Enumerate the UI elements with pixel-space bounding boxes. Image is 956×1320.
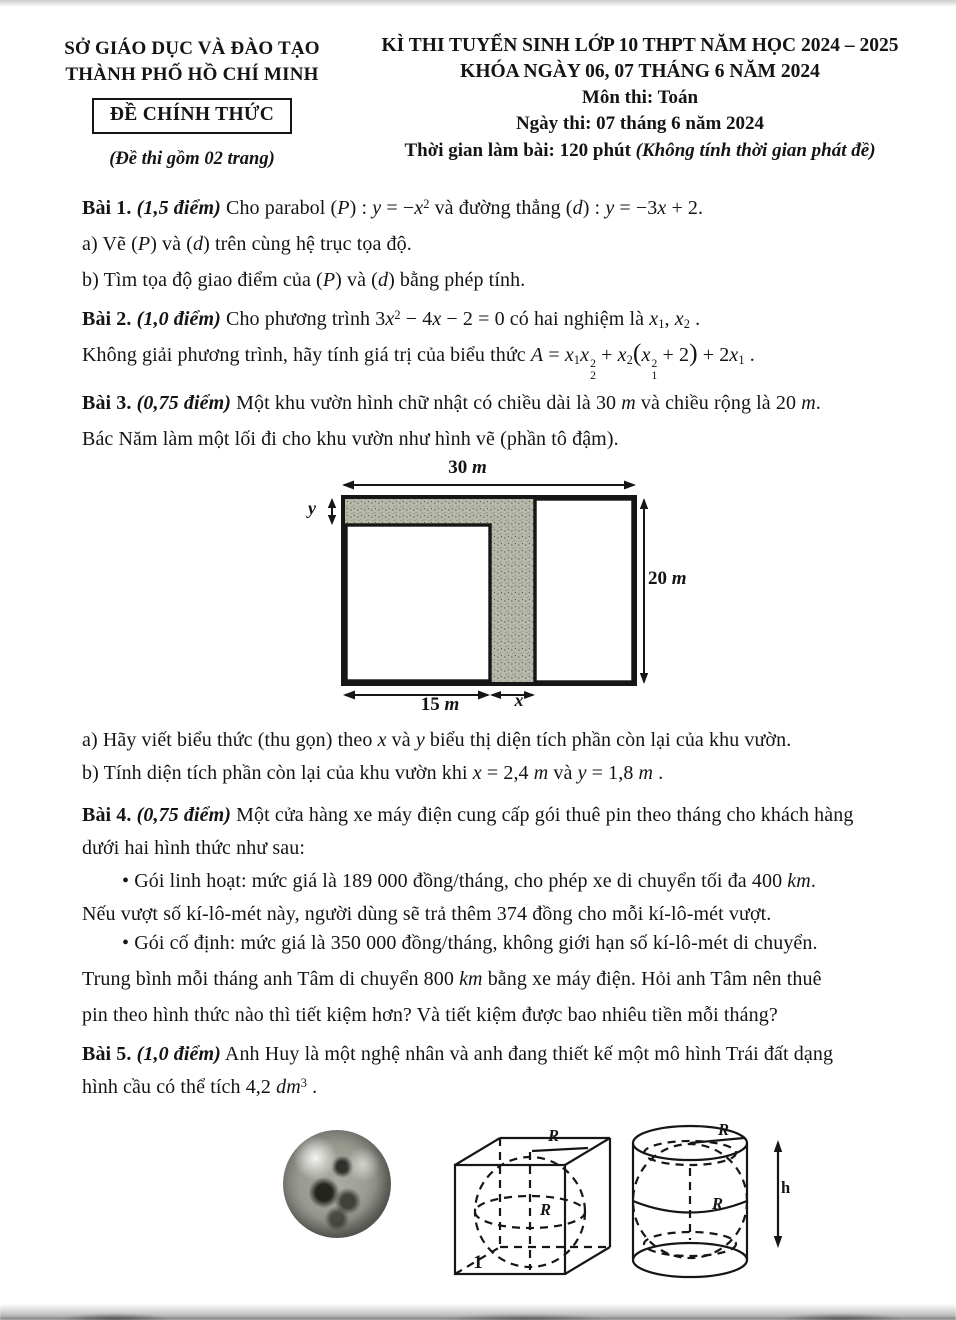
exam-subject: Môn thi: Toán xyxy=(581,87,699,108)
pages-note: (Đề thi gồm 02 trang) xyxy=(109,149,275,169)
cylinder-center-radius-label: R xyxy=(712,1194,724,1214)
line-problem1-b: b) Tìm tọa độ giao điểm của (P) và (d) bằng phép tính. xyxy=(82,269,526,291)
line-problem3-b: b) Tính diện tích phần còn lại của khu vườn khi x = 2,4 m và y = 1,8 m . xyxy=(82,762,664,785)
line-problem5-cont: hình cầu có thể tích 4,2 $dm^3$ . xyxy=(82,1076,318,1099)
line-problem3-a: a) Hãy viết biểu thức (thu gọn) theo x và y biểu thị diện tích phần còn lại của khu vườn. xyxy=(82,729,792,752)
exam-title: KÌ THI TUYỂN SINH LỚP 10 THPT NĂM HỌC 2024 – 2025 xyxy=(381,35,899,56)
dimension-label-15m: 15 m xyxy=(420,694,460,716)
scan-artifact-bottom xyxy=(0,1304,956,1320)
issuing-org-line2: THÀNH PHỐ HỒ CHÍ MINH xyxy=(65,64,319,85)
header-left-block xyxy=(44,36,340,170)
line-problem4-flex-cont: Nếu vượt số kí-lô-mét này, người dùng sẽ trả thêm 374 đồng cho mỗi kí-lô-mét vượt. xyxy=(82,903,772,926)
issuing-org-line1: SỞ GIÁO DỤC VÀ ĐÀO TẠO xyxy=(64,38,320,59)
line-problem4-option-flex: • Gói linh hoạt: mức giá là 189 000 đồng/tháng, cho phép xe di chuyển tối đa 400 km. xyxy=(122,870,816,893)
line-problem1-title: Bài 1. (1,5 điểm) Cho parabol (P) : $y = -x^2$ và đường thẳng (d) : y = −3x + 2. xyxy=(82,196,704,219)
line-problem4-question1: Trung bình mỗi tháng anh Tâm di chuyển 800 km bằng xe máy điện. Hỏi anh Tâm nên thuê xyxy=(82,968,822,991)
line-problem3-cont: Bác Năm làm một lối đi cho khu vườn như hình vẽ (phần tô đậm). xyxy=(82,428,619,451)
line-problem1-a: a) Vẽ (P) và (d) trên cùng hệ trục tọa độ. xyxy=(82,233,412,255)
line-problem2-title: Bài 2. (1,0 điểm) Cho phương trình $3x^2 - 4x - 2 = 0$ có hai nghiệm là $x_1$, $x_2$ . xyxy=(82,307,701,332)
garden-left-plot xyxy=(346,525,490,681)
header-right-block xyxy=(352,33,928,164)
exam-duration: Thời gian làm bài: 120 phút (Không tính thời gian phát đề) xyxy=(404,140,876,161)
page-number: 1 xyxy=(473,1252,483,1273)
dimension-label-y: y xyxy=(308,498,316,519)
garden-right-plot xyxy=(535,499,633,682)
garden-figure xyxy=(300,458,740,720)
cube-center-radius-label: R xyxy=(540,1200,552,1220)
exam-date: Ngày thi: 07 tháng 6 năm 2024 xyxy=(515,113,765,134)
cylinder-top-radius-label: R xyxy=(718,1120,730,1140)
earth-model-image xyxy=(283,1130,391,1238)
line-problem2-cont: Không giải phương trình, hãy tính giá trị của biểu thức $A = x_1x$ 2 2 + $x_2(x$ 2 1 + $2) + 2x_1$ . xyxy=(82,338,755,382)
line-problem4-cont: dưới hai hình thức như sau: xyxy=(82,837,305,860)
line-problem4-title: Bài 4. (0,75 điểm) Một cửa hàng xe máy điện cung cấp gói thuê pin theo tháng cho khách hàng xyxy=(82,804,854,827)
line-problem4-option-fixed: • Gói cố định: mức giá là 350 000 đồng/tháng, không giới hạn số kí-lô-mét di chuyển. xyxy=(122,932,818,955)
garden-shapes xyxy=(343,497,635,684)
dimension-label-30m: 30 m xyxy=(448,457,487,479)
dimension-label-x: x xyxy=(514,690,524,711)
dimension-label-20m: 20 m xyxy=(648,568,687,590)
line-problem5-title: Bài 5. (1,0 điểm) Anh Huy là một nghệ nhân và anh đang thiết kế một mô hình Trái đất dạng xyxy=(82,1043,834,1066)
official-exam-box: ĐỀ CHÍNH THỨC xyxy=(92,98,292,134)
cube-top-radius-label: R xyxy=(548,1126,560,1146)
line-problem4-question2: pin theo hình thức nào thì tiết kiệm hơn? Và tiết kiệm được bao nhiêu tiền mỗi tháng? xyxy=(82,1004,778,1027)
cylinder-height-label: h xyxy=(781,1178,791,1198)
exam-session: KHÓA NGÀY 06, 07 THÁNG 6 NĂM 2024 xyxy=(460,61,820,82)
scan-artifact-top xyxy=(0,0,956,7)
path-vertical-strip xyxy=(490,498,535,683)
line-problem3-title: Bài 3. (0,75 điểm) Một khu vườn hình chữ nhật có chiều dài là 30 m và chiều rộng là 20 m. xyxy=(82,392,821,415)
